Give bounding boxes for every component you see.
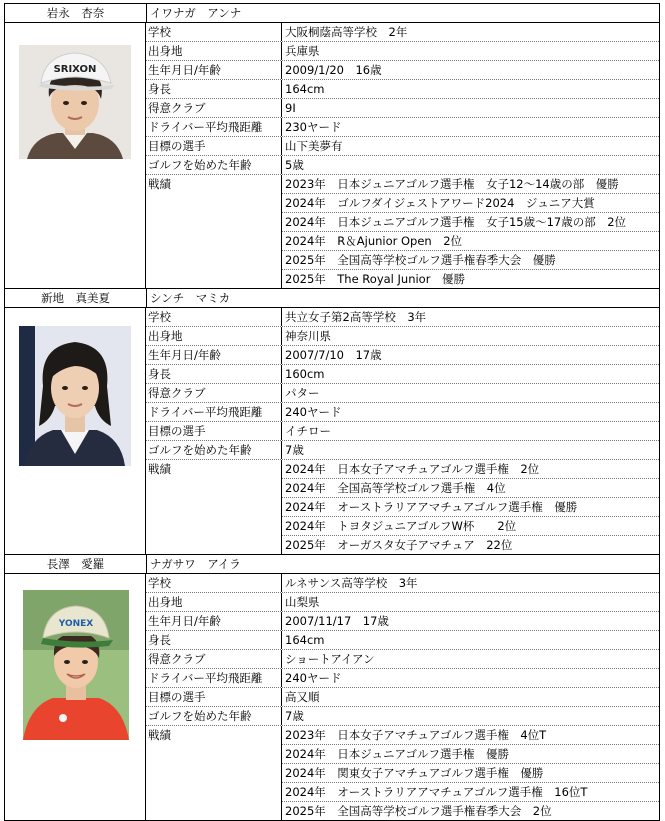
field-height: 身長 160cm bbox=[146, 365, 659, 384]
field-record: 戦績 2023年 日本女子アマチュアゴルフ選手権 4位T 2024年 日本ジュニアゴルフ選手権 優勝 2024年 関東女子アマチュアゴルフ選手権 優勝 2024年 オーストラリアアマチュアゴルフ選手権 16位T 2025年 全国高等学校ゴルフ選手権春季大会 2位 bbox=[146, 726, 659, 820]
player-card-nagasawa bbox=[4, 555, 660, 821]
field-favorite-club: 得意クラブ パター bbox=[146, 384, 659, 403]
field-favorite-club: 得意クラブ ショートアイアン bbox=[146, 650, 659, 669]
field-height: 身長 164cm bbox=[146, 80, 659, 99]
record-item: 2024年 オーストラリアアマチュアゴルフ選手権 16位T bbox=[282, 783, 659, 802]
name-kana: シンチ マミカ bbox=[150, 291, 231, 305]
player-card-iwanaga bbox=[4, 3, 660, 289]
field-school: 学校 ルネサンス高等学校 3年 bbox=[146, 574, 659, 593]
field-start-age: ゴルフを始めた年齢 5歳 bbox=[146, 156, 659, 175]
record-item: 2024年 関東女子アマチュアゴルフ選手権 優勝 bbox=[282, 764, 659, 783]
field-role-model: 目標の選手 イチロー bbox=[146, 422, 659, 441]
field-driver-distance: ドライバー平均飛距離 240ヤード bbox=[146, 403, 659, 422]
field-record: 戦績 2023年 日本ジュニアゴルフ選手権 女子12～14歳の部 優勝 2024年 ゴルフダイジェストアワード2024 ジュニア大賞 2024年 日本ジュニアゴルフ選手権 女子15歳～17歳の部 2位 2024年 R＆Ajunior Open 2位 2025年 全国高等学校ゴルフ選手権春季大会 優勝 2025年 The Royal Junior 優勝 bbox=[146, 175, 659, 288]
name-kanji: 新地 真美夏 bbox=[5, 289, 147, 307]
record-item: 2024年 トヨタジュニアゴルフW杯 2位 bbox=[282, 517, 659, 536]
record-item: 2024年 日本ジュニアゴルフ選手権 優勝 bbox=[282, 745, 659, 764]
field-favorite-club: 得意クラブ 9I bbox=[146, 99, 659, 118]
field-school: 学校 共立女子第2高等学校 3年 bbox=[146, 308, 659, 327]
record-item: 2023年 日本ジュニアゴルフ選手権 女子12～14歳の部 優勝 bbox=[282, 175, 659, 194]
photo-cell bbox=[5, 23, 146, 288]
field-school: 学校 大阪桐蔭高等学校 2年 bbox=[146, 23, 659, 42]
field-role-model: 目標の選手 山下美夢有 bbox=[146, 137, 659, 156]
player-card-shinchi bbox=[4, 289, 660, 555]
player-photo bbox=[19, 45, 131, 159]
field-start-age: ゴルフを始めた年齢 7歳 bbox=[146, 707, 659, 726]
field-start-age: ゴルフを始めた年齢 7歳 bbox=[146, 441, 659, 460]
field-hometown: 出身地 山梨県 bbox=[146, 593, 659, 612]
field-hometown: 出身地 兵庫県 bbox=[146, 42, 659, 61]
photo-cell bbox=[5, 308, 146, 554]
name-kana: ナガサワ アイラ bbox=[150, 557, 241, 571]
name-kanji: 長澤 愛羅 bbox=[5, 555, 147, 573]
field-birthdate-age: 生年月日/年齢 2009/1/20 16歳 bbox=[146, 61, 659, 80]
field-driver-distance: ドライバー平均飛距離 240ヤード bbox=[146, 669, 659, 688]
name-header bbox=[5, 4, 659, 23]
record-item: 2024年 R＆Ajunior Open 2位 bbox=[282, 232, 659, 251]
player-photo bbox=[23, 590, 129, 740]
record-item: 2024年 ゴルフダイジェストアワード2024 ジュニア大賞 bbox=[282, 194, 659, 213]
cap-logo: SRIXON bbox=[53, 64, 97, 75]
cap-logo: YONEX bbox=[58, 619, 94, 629]
field-hometown: 出身地 神奈川県 bbox=[146, 327, 659, 346]
record-item: 2023年 日本女子アマチュアゴルフ選手権 4位T bbox=[282, 726, 659, 745]
record-item: 2024年 日本ジュニアゴルフ選手権 女子15歳～17歳の部 2位 bbox=[282, 213, 659, 232]
field-record: 戦績 2024年 日本女子アマチュアゴルフ選手権 2位 2024年 全国高等学校ゴルフ選手権 4位 2024年 オーストラリアアマチュアゴルフ選手権 優勝 2024年 トヨタジュニアゴルフW杯 2位 2025年 オーガスタ女子アマチュア 22位 bbox=[146, 460, 659, 554]
record-item: 2024年 全国高等学校ゴルフ選手権 4位 bbox=[282, 479, 659, 498]
record-item: 2025年 The Royal Junior 優勝 bbox=[285, 272, 465, 286]
player-photo bbox=[19, 326, 131, 466]
player-profile-table bbox=[4, 3, 660, 821]
record-item: 2025年 オーガスタ女子アマチュア 22位 bbox=[285, 538, 513, 552]
record-item: 2024年 日本女子アマチュアゴルフ選手権 2位 bbox=[282, 460, 659, 479]
name-kana: イワナガ アンナ bbox=[150, 6, 242, 20]
name-header bbox=[5, 289, 659, 308]
photo-cell bbox=[5, 574, 146, 820]
field-role-model: 目標の選手 高又順 bbox=[146, 688, 659, 707]
record-item: 2024年 オーストラリアアマチュアゴルフ選手権 優勝 bbox=[282, 498, 659, 517]
field-height: 身長 164cm bbox=[146, 631, 659, 650]
record-item: 2025年 全国高等学校ゴルフ選手権春季大会 2位 bbox=[285, 804, 552, 818]
name-header bbox=[5, 555, 659, 574]
name-kanji: 岩永 杏奈 bbox=[5, 4, 147, 22]
field-driver-distance: ドライバー平均飛距離 230ヤード bbox=[146, 118, 659, 137]
record-item: 2025年 全国高等学校ゴルフ選手権春季大会 優勝 bbox=[282, 251, 659, 270]
field-birthdate-age: 生年月日/年齢 2007/7/10 17歳 bbox=[146, 346, 659, 365]
field-birthdate-age: 生年月日/年齢 2007/11/17 17歳 bbox=[146, 612, 659, 631]
